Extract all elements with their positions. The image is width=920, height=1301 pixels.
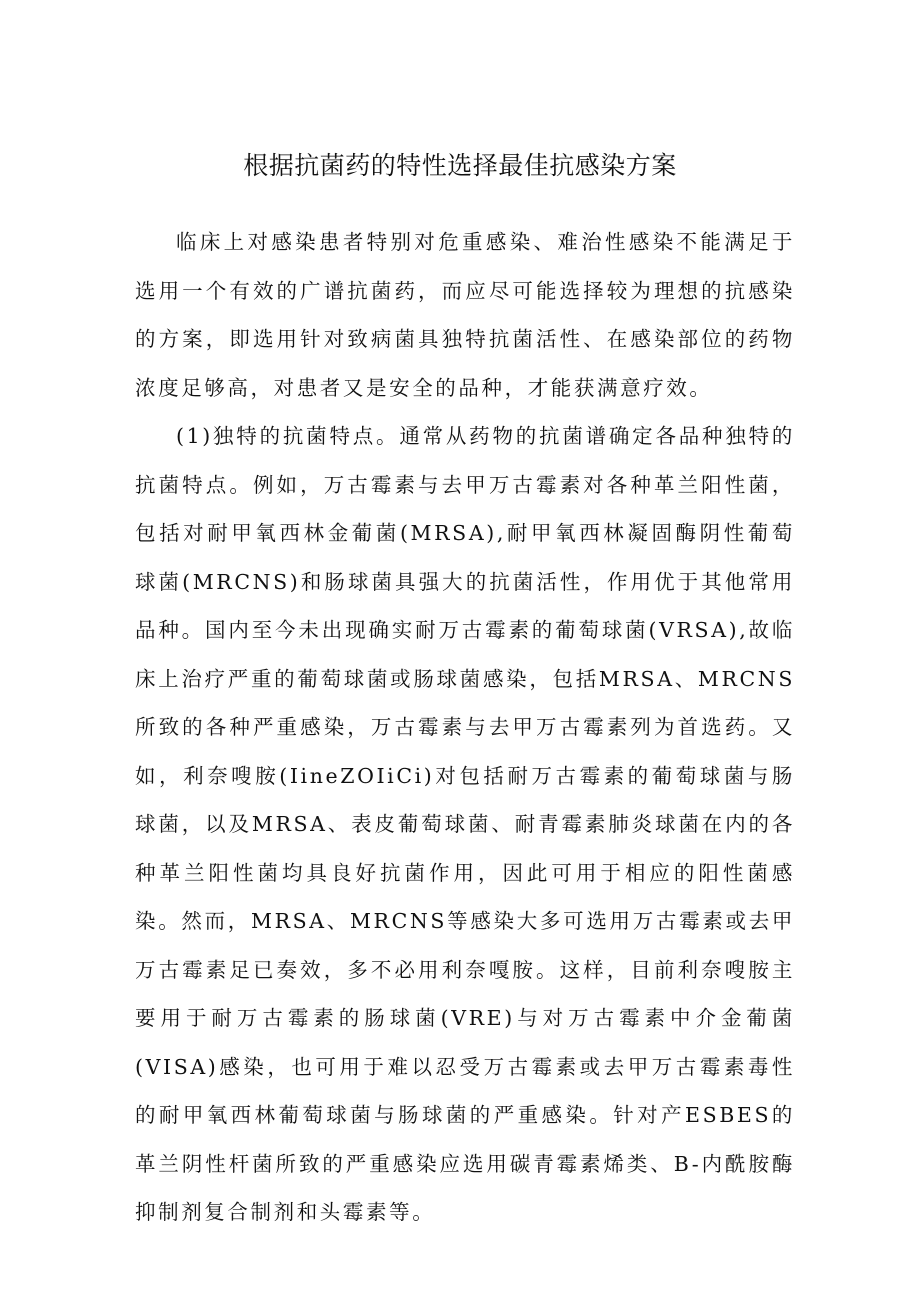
document-title: 根据抗菌药的特性选择最佳抗感染方案 bbox=[243, 151, 677, 180]
paragraph-intro: 临床上对感染患者特别对危重感染、难治性感染不能满足于选用一个有效的广谱抗菌药，而应尽可能选择较为理想的抗感染的方案，即选用针对致病菌具独特抗菌活性、在感染部位的药物浓度足够高，对患者又是安全的品种，才能获满意疗效。 bbox=[135, 230, 795, 400]
document-body bbox=[135, 218, 795, 1237]
paragraph-antibacterial-features: (1)独特的抗菌特点。通常从药物的抗菌谱确定各品种独特的抗菌特点。例如，万古霉素与去甲万古霉素对各种革兰阳性菌，包括对耐甲氧西林金葡菌(MRSA),耐甲氧西林凝固酶阴性葡萄球菌(MRCNS)和肠球菌具强大的抗菌活性，作用优于其他常用品种。国内至今未出现确实耐万古霉素的葡萄球菌(VRSA),故临床上治疗严重的葡萄球菌或肠球菌感染，包括MRSA、MRCNS所致的各种严重感染，万古霉素与去甲万古霉素列为首选药。又如，利奈嗖胺(IineZOIiCi)对包括耐万古霉素的葡萄球菌与肠球菌，以及MRSA、表皮葡萄球菌、耐青霉素肺炎球菌在内的各种革兰阳性菌均具良好抗菌作用，因此可用于相应的阳性菌感染。然而，MRSA、MRCNS等感染大多可选用万古霉素或去甲万古霉素足已奏效，多不必用利奈嘎胺。这样，目前利奈嗖胺主要用于耐万古霉素的肠球菌(VRE)与对万古霉素中介金葡菌(VISA)感染，也可用于难以忍受万古霉素或去甲万古霉素毒性的耐甲氧西林葡萄球菌与肠球菌的严重感染。针对产ESBES的革兰阴性杆菌所致的严重感染应选用碳青霉素烯类、B-内酰胺酶抑制剂复合制剂和头霉素等。 bbox=[135, 424, 795, 1224]
